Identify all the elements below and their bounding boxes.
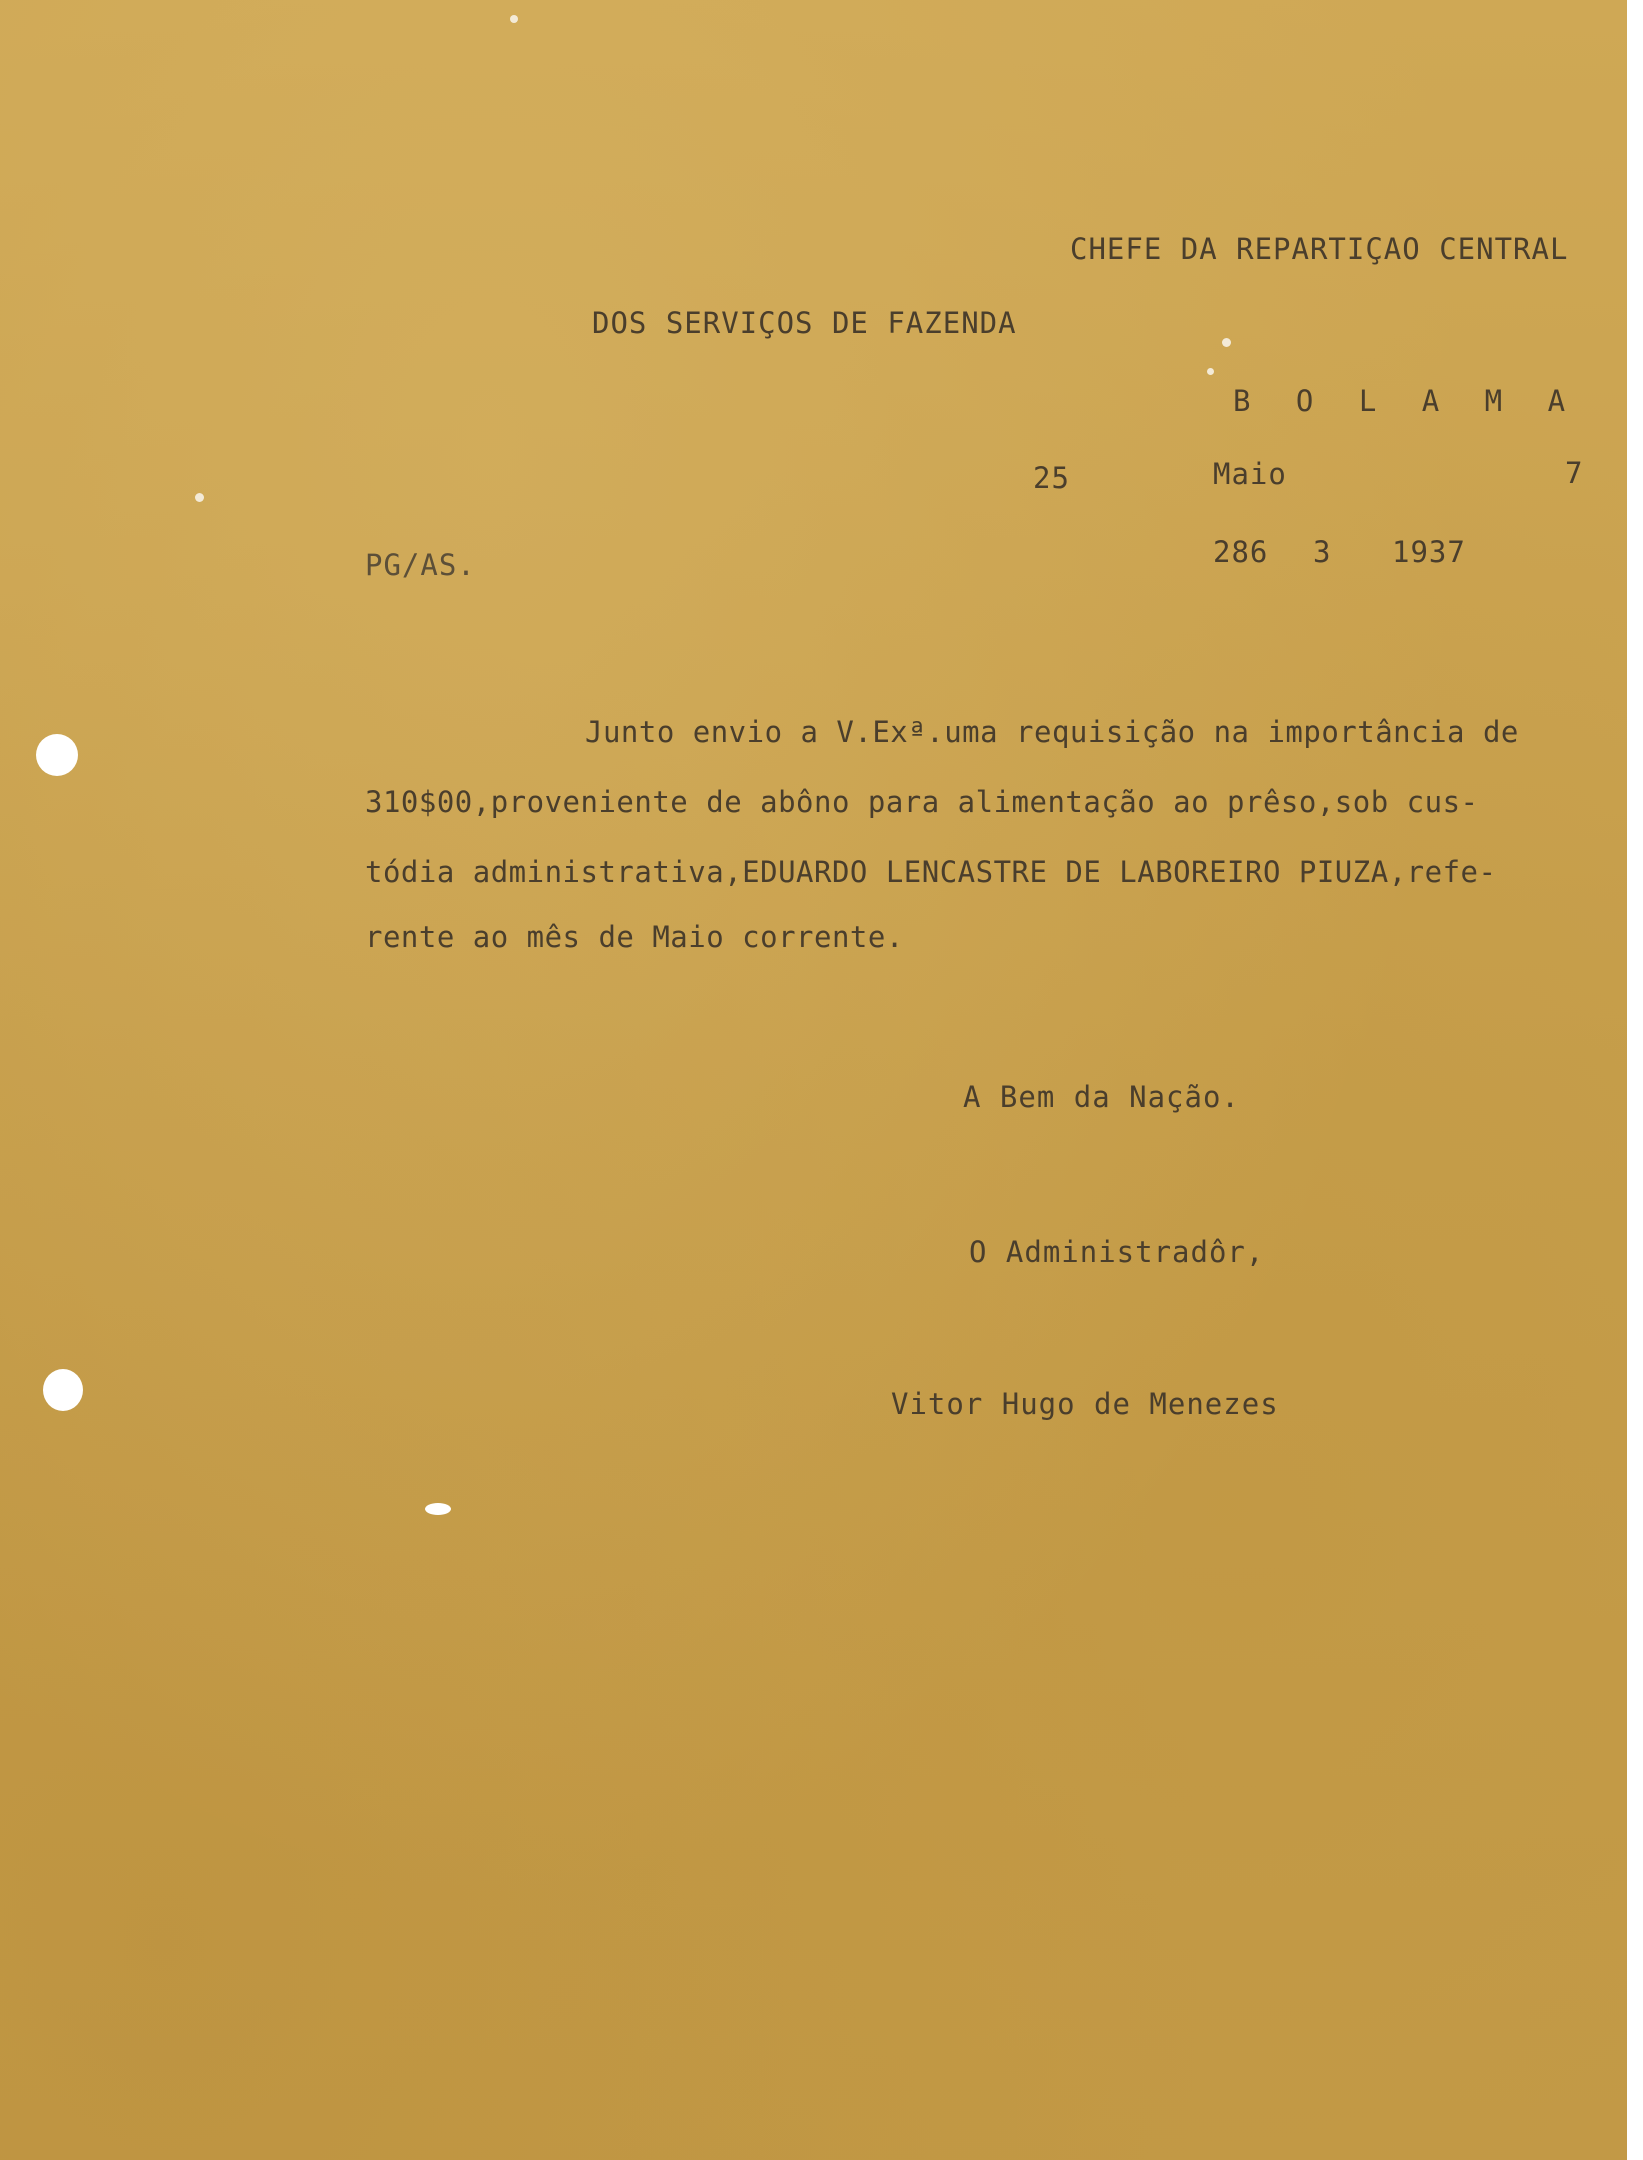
- punch-hole-upper: [36, 734, 78, 776]
- body-line-1: Junto envio a V.Exª.uma requisição na importância de: [585, 715, 1519, 749]
- signature-name: Vitor Hugo de Menezes: [891, 1387, 1279, 1421]
- paper-speck: [1207, 368, 1214, 375]
- body-line-2: 310$00,proveniente de abôno para alimentação ao prêso,sob cus-: [365, 785, 1479, 819]
- paper-speck: [1222, 338, 1231, 347]
- place-name: B O L A M A: [1233, 384, 1580, 418]
- addressee-line-1: CHEFE DA REPARTIÇAO CENTRAL: [1070, 232, 1569, 266]
- punch-hole-lower: [43, 1369, 83, 1411]
- page-edge: [1627, 0, 1635, 2160]
- reference-year: 1937: [1392, 535, 1466, 569]
- reference-code: PG/AS.: [365, 548, 476, 582]
- addressee-line-2: DOS SERVIÇOS DE FAZENDA: [592, 306, 1017, 340]
- paper-speck: [195, 493, 204, 502]
- signature-title: O Administradôr,: [969, 1235, 1265, 1269]
- date-month: Maio: [1213, 457, 1287, 491]
- body-line-3: tódia administrativa,EDUARDO LENCASTRE DE LABOREIRO PIUZA,refe-: [365, 855, 1497, 889]
- paper-speck: [510, 15, 518, 23]
- closing-salutation: A Bem da Nação.: [963, 1080, 1240, 1114]
- date-number: 7: [1565, 456, 1584, 490]
- body-line-4: rente ao mês de Maio corrente.: [365, 920, 904, 954]
- paper-tear-mark: [425, 1503, 451, 1515]
- date-day: 25: [1033, 461, 1070, 495]
- reference-number: 286: [1213, 535, 1269, 569]
- reference-volume: 3: [1313, 535, 1332, 569]
